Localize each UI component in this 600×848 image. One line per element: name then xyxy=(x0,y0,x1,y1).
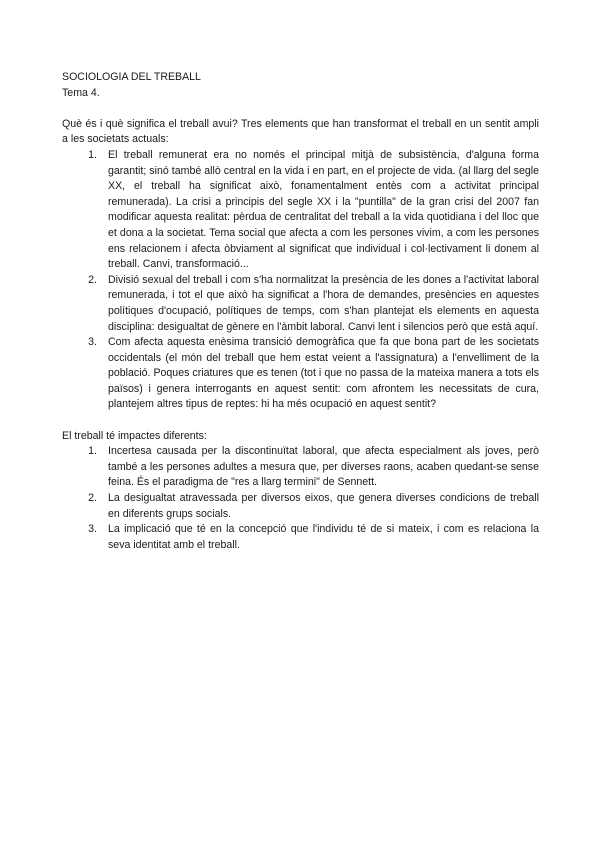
list-item xyxy=(62,148,539,273)
document-subtitle: Tema 4. xyxy=(62,86,100,99)
document-title: SOCIOLOGIA DEL TREBALL xyxy=(62,71,201,83)
list-item-number: 2. xyxy=(88,492,97,505)
list-item-text: El treball remunerat era no només el principal mitjà de subsistència, d'alguna forma garantit; sinó també allò central en la vida i en part, en el projecte de vida. (al llarg del segle XX, el treball ha significat això, fonamentalment entès com a activitat principal remunerada). La crisi a principis del segle XX i la "puntilla" de la gran crisi del 2007 fan modificar aquesta realitat: pèrdua de centralitat del treball a la vida quotidiana i del lloc que et dona a la societat. Tema social que afecta a com les persones vivim, a com les persones ens relacionem i afecta òbviament al significat que individual i col·lectivament li donem al treball. Canvi, transformació... xyxy=(108,148,539,271)
list-item-text: Com afecta aquesta enèsima transició demogràfica que fa que bona part de les societats occidentals (el món del treball que hem estat veient a l'assignatura) a l'envelliment de la població. Poques criatures que es tenen (tot i que no passa de la mateixa manera a tots els països) i genera interrogants en aquest sentit: com afrontem les necessitats de cura, plantejem altres tipus de reptes: hi ha més ocupació en aquest sentit? xyxy=(108,336,539,411)
impacts-heading: El treball té impactes diferents: xyxy=(62,429,207,442)
list-item xyxy=(62,522,539,553)
transformations-list xyxy=(62,148,539,413)
list-item-number: 1. xyxy=(88,148,97,161)
list-item xyxy=(62,444,539,491)
list-item-number: 2. xyxy=(88,273,97,286)
document-page xyxy=(62,70,539,553)
list-item xyxy=(62,273,539,335)
list-item-number: 1. xyxy=(88,445,97,458)
list-item xyxy=(62,335,539,413)
list-item-text: Divisió sexual del treball i com s'ha normalitzat la presència de les dones a l'activitat laboral remunerada, i tot el que això ha significat a l'hora de demandes, presències en aquestes polítiques d'ocupació, polítiques de temps, com s'han plantejat els elements en aquesta disciplina: desigualtat de gènere en l'àmbit laboral. Canvi lent i silencios però que està aquí. xyxy=(108,273,539,333)
list-item-text: La desigualtat atravessada per diversos eixos, que genera diverses condicions de treball en diferents grups socials. xyxy=(108,492,539,520)
list-item-number: 3. xyxy=(88,523,97,536)
intro-paragraph: Què és i què significa el treball avui? Tres elements que han transformat el treball en un sentit ampli a les societats actuals: xyxy=(62,117,539,146)
list-item-number: 3. xyxy=(88,336,97,349)
list-item-text: Incertesa causada per la discontinuïtat laboral, que afecta especialment als joves, però també a les persones adultes a mesura que, per diverses raons, acaben quedant-se sense feina. És el paradigma de "res a llarg termini" de Sennett. xyxy=(108,445,539,489)
impacts-list xyxy=(62,444,539,553)
list-item xyxy=(62,491,539,522)
list-item-text: La implicació que té en la concepció que l'individu té de si mateix, i com es relaciona la seva identitat amb el treball. xyxy=(108,523,539,551)
